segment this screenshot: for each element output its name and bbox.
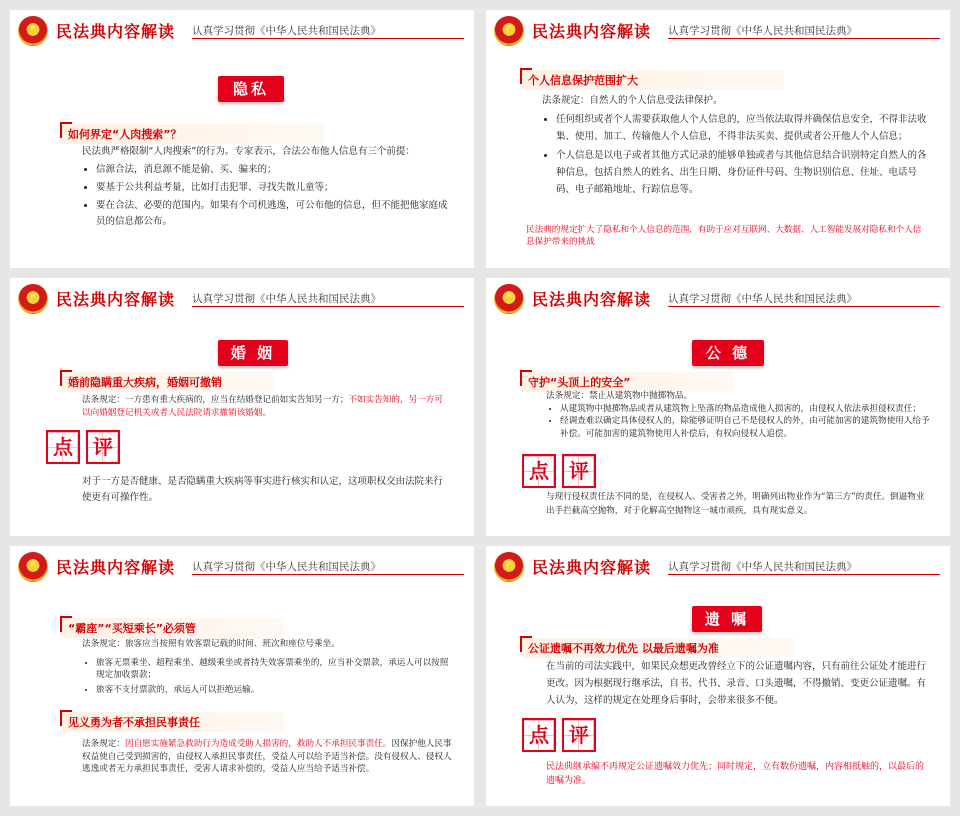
slide-subtitle: 认真学习贯彻《中华人民共和国民法典》	[192, 293, 381, 305]
slide-personal-info	[486, 10, 950, 268]
national-emblem-icon	[494, 284, 524, 314]
slide-title: 民法典内容解读	[56, 290, 176, 309]
intro-text: 法条规定：自然人的个人信息受法律保护。	[542, 95, 723, 106]
list-item: • 从建筑物中抛掷物品或者从建筑物上坠落的物品造成他人损害的，由侵权人依法承担侵权责任；	[560, 403, 932, 416]
list-item: • 要基于公共利益考量，比如打击犯罪、寻找失散儿童等；	[96, 180, 452, 196]
header-divider	[192, 574, 464, 575]
law-text-highlight: 不如实告知的，另一方可以向婚姻登记机关或者人民法院请求撤销该婚姻。	[82, 395, 443, 418]
section-body: 在当前的司法实践中，如果民众想更改曾经立下的公证遗嘱内容，只有前往公证处才能进行更改。因为根据现行继承法，自书、代书、录音、口头遗嘱，不得撤销、变更公证遗嘱。有人认为，这样的规定在处理身后事时，会带来很多不便。	[546, 661, 927, 706]
law-text-highlight: 因自愿实施紧急救助行为造成受助人损害的，救助人不承担民事责任。	[124, 739, 392, 749]
law-text-normal: 法条规定：	[82, 739, 125, 749]
section-heading: 见义勇为者不承担民事责任	[62, 712, 284, 732]
list-item: • 信源合法，消息源不能是偷、买、骗来的；	[96, 162, 452, 178]
review-char: 点	[46, 430, 80, 464]
section-heading: 公证遗嘱不再效力优先 以最后遗嘱为准	[522, 638, 794, 658]
section-heading: 个人信息保护范围扩大	[522, 70, 784, 90]
section-heading: 守护“头顶上的安全”	[522, 372, 734, 392]
law-text	[82, 738, 454, 776]
section-body	[546, 390, 932, 440]
slide-title: 民法典内容解读	[532, 22, 652, 41]
slide-transport	[10, 546, 474, 806]
review-char: 点	[522, 718, 556, 752]
bullet-list	[82, 162, 452, 230]
review-label	[522, 454, 596, 488]
slide-subtitle: 认真学习贯彻《中华人民共和国民法典》	[668, 25, 857, 37]
slide-subtitle: 认真学习贯彻《中华人民共和国民法典》	[668, 293, 857, 305]
slide-subtitle: 认真学习贯彻《中华人民共和国民法典》	[192, 25, 381, 37]
highlight-note: 民法典的规定扩大了隐私和个人信息的范围，有助于应对互联网、大数据、人工智能发展对隐私和个人信息保护带来的挑战	[526, 225, 922, 247]
list-item: • 任何组织或者个人需要获取他人个人信息的，应当依法取得并确保信息安全，不得非法收集、使用、加工、传输他人个人信息，不得非法买卖、提供或者公开他人个人信息；	[556, 111, 928, 145]
topic-badge: 隐私	[218, 76, 284, 102]
topic-badge: 遗 嘱	[692, 606, 762, 632]
slide-privacy	[10, 10, 474, 268]
law-text-normal: 法条规定：一方患有重大疾病的，应当在结婚登记前如实告知另一方；	[82, 395, 349, 405]
review-text: 对于一方是否健康、是否隐瞒重大疾病等事实进行核实和认定，这项职权交由法院来行使更有可操作性。	[82, 476, 444, 503]
review-label	[522, 718, 596, 752]
slide-title: 民法典内容解读	[532, 558, 652, 577]
section-heading: 婚前隐瞒重大疾病，婚姻可撤销	[62, 372, 274, 392]
slide-marriage	[10, 278, 474, 536]
intro-text: 法条规定：旅客应当按照有效客票记载的时间、班次和座位号乘坐。	[82, 639, 340, 649]
section-body	[542, 92, 928, 200]
national-emblem-icon	[18, 552, 48, 582]
intro-text: 法条规定：禁止从建筑物中抛掷物品。	[546, 391, 693, 401]
list-item: • 经调查难以确定具体侵权人的，除能够证明自己不是侵权人的外，由可能加害的建筑物使用人给予补偿。可能加害的建筑物使用人补偿后，有权向侵权人追偿。	[560, 415, 932, 440]
section-body	[82, 144, 452, 232]
bullet-list	[82, 657, 452, 697]
slide-title: 民法典内容解读	[532, 290, 652, 309]
law-text-normal: 因保护他人民事权益使自己受到损害的，由侵权人承担民事责任，受益人可以给予适当补偿。没有侵权人、侵权人逃逸或者无力承担民事责任，受害人请求补偿的，受益人应当给予适当补偿。	[82, 739, 452, 774]
header-divider	[668, 38, 940, 39]
section-body	[82, 638, 452, 698]
header-divider	[668, 574, 940, 575]
review-text: 与现行侵权责任法不同的是，在侵权人、受害者之外，明确列出物业作为“第三方”的责任。倒逼物业出手拦截高空抛物，对于化解高空抛物这一城市顽疾，具有现实意义。	[546, 492, 925, 516]
slide-grid	[10, 10, 950, 806]
slide-subtitle: 认真学习贯彻《中华人民共和国民法典》	[192, 561, 381, 573]
law-text	[82, 394, 450, 419]
national-emblem-icon	[18, 16, 48, 46]
slide-will	[486, 546, 950, 806]
list-item: • 个人信息是以电子或者其他方式记录的能够单独或者与其他信息结合识别特定自然人的各种信息，包括自然人的姓名、出生日期、身份证件号码、生物识别信息、住址、电话号码、电子邮箱地址、行踪信息等。	[556, 147, 928, 198]
slide-title: 民法典内容解读	[56, 558, 176, 577]
header-divider	[668, 306, 940, 307]
review-char: 评	[562, 718, 596, 752]
list-item: • 旅客不支付票款的，承运人可以拒绝运输。	[96, 684, 452, 697]
header-divider	[192, 306, 464, 307]
list-item: • 旅客无票乘坐、超程乘坐、越级乘坐或者持失效客票乘坐的，应当补交票款，承运人可以按照规定加收票款；	[96, 657, 452, 682]
slide-title: 民法典内容解读	[56, 22, 176, 41]
review-char: 评	[86, 430, 120, 464]
section-heading: “霸座”“买短乘长”必须管	[62, 618, 284, 638]
list-item: • 要在合法、必要的范围内。如果有个司机逃逸，可公布他的信息，但不能把他家庭成员的信息都公布。	[96, 198, 452, 230]
header-divider	[192, 38, 464, 39]
review-label	[46, 430, 120, 464]
review-char: 点	[522, 454, 556, 488]
national-emblem-icon	[494, 16, 524, 46]
slide-public-morality	[486, 278, 950, 536]
review-char: 评	[562, 454, 596, 488]
bullet-list	[546, 403, 932, 441]
section-heading: 如何界定“人肉搜索”？	[62, 124, 324, 144]
national-emblem-icon	[494, 552, 524, 582]
intro-text: 民法典严格限制“人肉搜索”的行为。专家表示，合法公布他人信息有三个前提：	[82, 146, 415, 157]
national-emblem-icon	[18, 284, 48, 314]
bullet-list	[542, 111, 928, 198]
slide-subtitle: 认真学习贯彻《中华人民共和国民法典》	[668, 561, 857, 573]
topic-badge: 婚 姻	[218, 340, 288, 366]
topic-badge: 公 德	[692, 340, 764, 366]
highlight-note: 民法典继承编不再规定公证遗嘱效力优先；同时规定，立有数份遗嘱，内容相抵触的，以最后的遗嘱为准。	[546, 762, 925, 786]
